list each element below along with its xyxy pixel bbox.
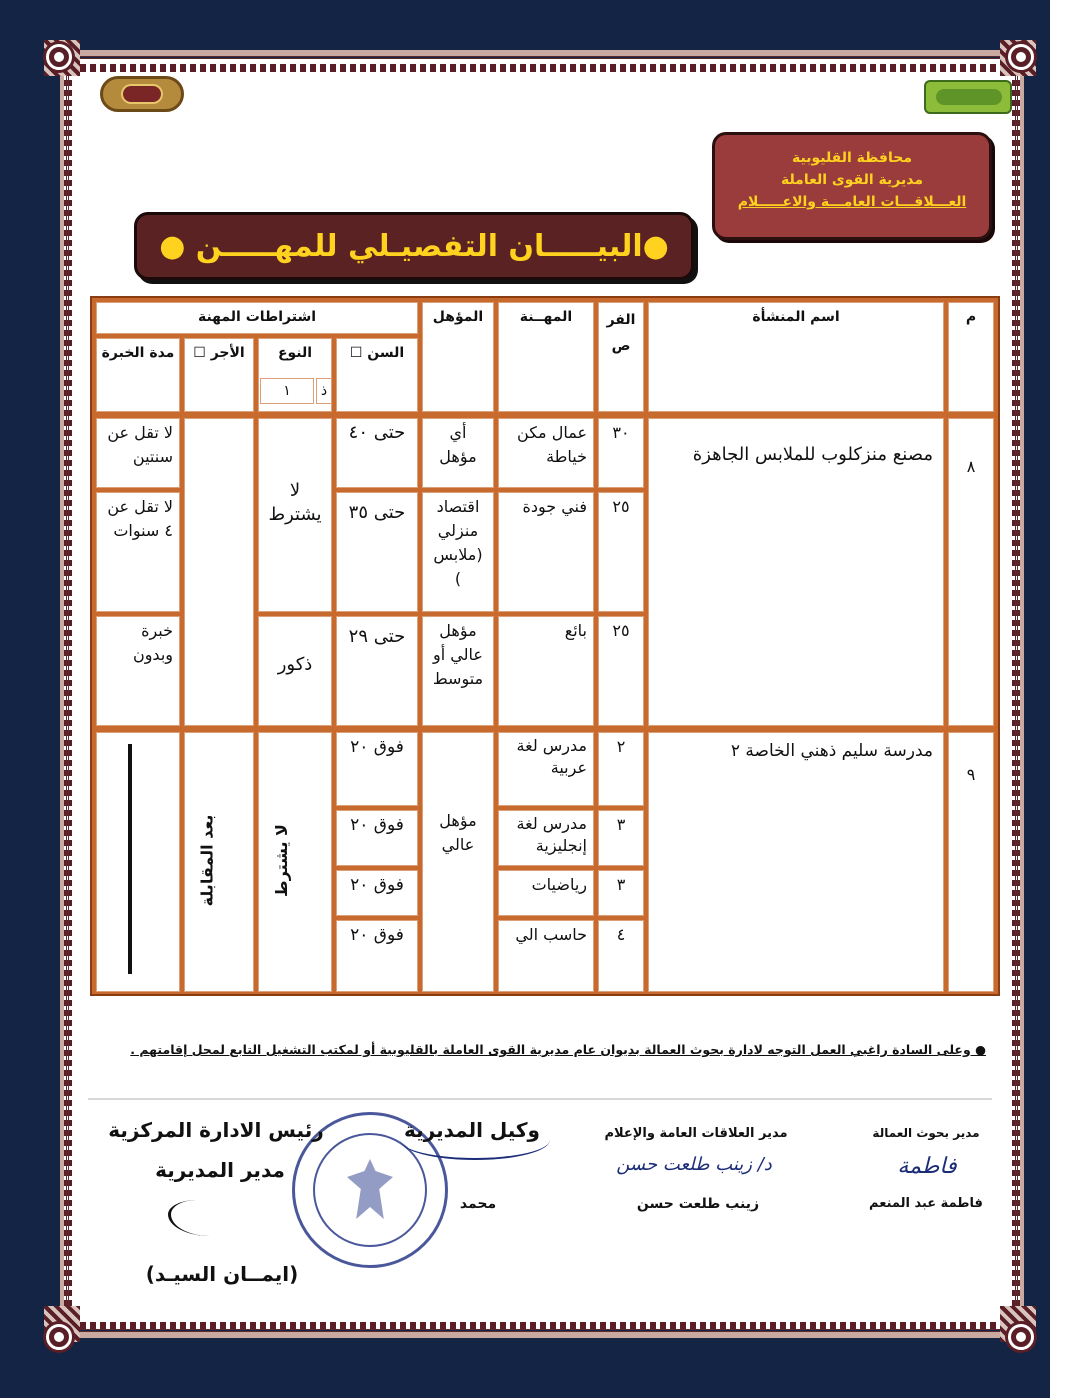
corner-circle-icon [46, 1324, 72, 1350]
directorate-logo-icon [924, 80, 1012, 114]
header-qualification: المؤهل [422, 302, 494, 412]
signature-title: مدير بحوث العمالة [872, 1126, 980, 1140]
vacancies: ٤ [598, 920, 644, 992]
corner-circle-icon [1008, 1324, 1034, 1350]
age-limit: حتى ٣٥ [336, 492, 418, 612]
gender-requirement-cell [258, 732, 332, 992]
signature-name: محمد [459, 1196, 497, 1212]
header-line-1: محافظة القليوبية [792, 150, 912, 166]
gender-requirement: لا يشترط [258, 418, 332, 612]
experience-dash-line [128, 744, 132, 974]
header-establishment: اسم المنشأة [648, 302, 944, 412]
header-experience: مدة الخبرة [96, 338, 180, 412]
page-title: ●البيـــــان التفصيـلي للمهـــــن ● [159, 229, 669, 264]
qualification: مؤهل عالي [422, 732, 494, 992]
signature-subtitle: مدير المديرية [155, 1158, 285, 1182]
vacancies: ٢٥ [598, 616, 644, 726]
header-vacancies: الفر ص [598, 302, 644, 412]
vacancies: ٢ [598, 732, 644, 806]
corner-circle-icon [1008, 44, 1034, 70]
signature-title: مدير العلاقات العامة والإعلام [604, 1126, 788, 1141]
age-limit: فوق ٢٠ [336, 732, 418, 806]
signature-handwritten: د/ زينب طلعت حسن [616, 1154, 772, 1175]
profession: بائع [498, 616, 594, 726]
vacancies: ٣٠ [598, 418, 644, 488]
vacancies: ٣ [598, 810, 644, 866]
header-wage: الأجر ☐ [184, 338, 254, 412]
header-conditions: اشتراطات المهنة [96, 302, 418, 334]
age-limit: فوق ٢٠ [336, 870, 418, 916]
age-limit: حتى ٢٩ [336, 616, 418, 726]
header-profession: المهــنة [498, 302, 594, 412]
header-box [712, 132, 992, 240]
signature-name: (ايمــان السيـد) [145, 1262, 299, 1286]
profession: حاسب الي [498, 920, 594, 992]
signature-name: زينب طلعت حسن [636, 1196, 760, 1212]
qualification: اقتصاد منزلي (ملابس ) [422, 492, 494, 612]
establishment-name: مصنع منزكلوب للملابس الجاهزة [648, 418, 944, 726]
experience: خبرة وبدون [96, 616, 180, 726]
row-number: ٨ [948, 418, 994, 726]
vacancies: ٣ [598, 870, 644, 916]
header-gender: النوع [258, 338, 332, 412]
signature-handwritten: فاطمة [897, 1154, 957, 1179]
header-age: السن ☐ [336, 338, 418, 412]
header-m: م [948, 302, 994, 412]
profession: رياضيات [498, 870, 594, 916]
qualification: مؤهل عالي أو متوسط [422, 616, 494, 726]
experience-cell [96, 732, 180, 992]
header-count: ١ [260, 378, 314, 404]
header-male-short: ذ [316, 378, 332, 404]
gender-requirement: ذكور [258, 616, 332, 726]
vacancies: ٢٥ [598, 492, 644, 612]
profession: فني جودة [498, 492, 594, 612]
qualification: أي مؤهل [422, 418, 494, 488]
wage-condition: بعد المقابلة [197, 814, 217, 907]
header-line-3: العـــلاقـــات العامـــة والاعـــــلام [737, 194, 967, 210]
profession: مدرس لغة عربية [498, 732, 594, 806]
experience: لا تقل عن ٤ سنوات [96, 492, 180, 612]
profession: مدرس لغة إنجليزية [498, 810, 594, 866]
wage-cell [184, 418, 254, 726]
profession: عمال مكن خياطة [498, 418, 594, 488]
gender-requirement: لا يشترط [271, 824, 291, 897]
age-limit: فوق ٢٠ [336, 810, 418, 866]
corner-circle-icon [46, 44, 72, 70]
experience: لا تقل عن سنتين [96, 418, 180, 488]
signature-name: فاطمة عبد المنعم [869, 1196, 983, 1211]
age-limit: فوق ٢٠ [336, 920, 418, 992]
title-banner [134, 212, 694, 280]
instructions-note: ● وعلى السادة راغبي العمل التوجه لادارة بحوث العمالة بديوان عام مديرية القوى العاملة بالقليوبية أو لمكتب التشغيل التابع لمحل إقامتهم . [130, 1042, 986, 1057]
signature-title: وكيل المديرية [404, 1118, 540, 1142]
signature-scribble [400, 1120, 550, 1160]
establishment-name: مدرسة سليم ذهني الخاصة ٢ [648, 732, 944, 992]
header-line-2: مديرية القوى العاملة [780, 172, 924, 188]
age-limit: حتى ٤٠ [336, 418, 418, 488]
jobs-table [90, 296, 1000, 996]
signature-title: رئيس الادارة المركزية [108, 1118, 324, 1142]
governorate-logo-icon [100, 76, 184, 112]
row-number: ٩ [948, 732, 994, 992]
wage-cell [184, 732, 254, 992]
